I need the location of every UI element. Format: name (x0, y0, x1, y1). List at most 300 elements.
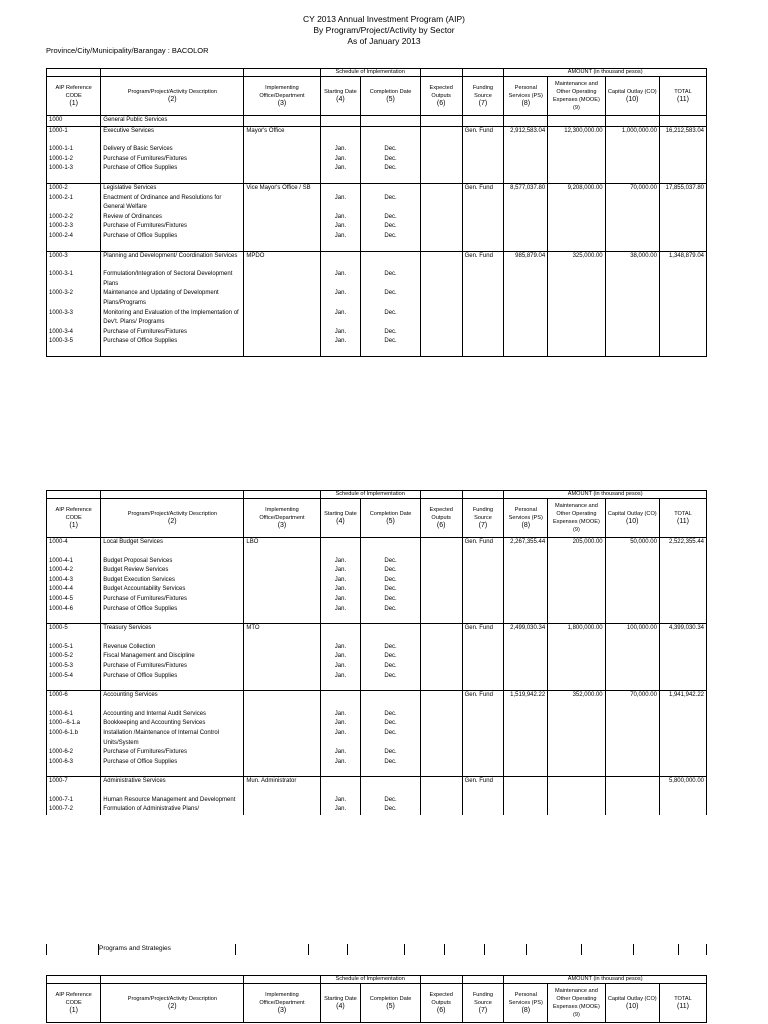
table-row (47, 652, 707, 662)
cell-total (659, 652, 706, 662)
col-total-header-label: TOTAL (674, 89, 692, 95)
cell-co (605, 145, 659, 155)
cell-start (320, 624, 361, 634)
cell-office (244, 164, 320, 174)
cell-desc: Revenue Collection (101, 643, 244, 653)
col-start-header-label: Starting Date (324, 511, 357, 517)
cell-fund: Gen. Fund (462, 624, 504, 634)
cell-outputs (420, 270, 462, 289)
strip-divider (706, 944, 707, 955)
cell-code: 1000-4-4 (47, 585, 101, 595)
cell-total: 1,941,942.22 (659, 691, 706, 701)
cell-start: Jan. (320, 164, 361, 174)
cell-co (605, 328, 659, 338)
document-header (0, 14, 768, 47)
cell-total (659, 796, 706, 806)
col-end-header-label: Completion Date (369, 89, 412, 95)
cell-desc: Purchase of Furnitures/Fixtures (101, 222, 244, 232)
cell-mooe (548, 289, 605, 308)
cell-start: Jan. (320, 672, 361, 682)
cell-outputs (420, 309, 462, 328)
cell-outputs (420, 805, 462, 815)
cell-ps (504, 662, 548, 672)
table-row (47, 710, 707, 720)
cell-fund: Gen. Fund (462, 538, 504, 548)
cell-ps (504, 289, 548, 308)
col-desc-header-label: Program/Project/Activity Description (127, 89, 217, 95)
table-row (47, 557, 707, 567)
cell-fund (462, 805, 504, 815)
cell-start: Jan. (320, 719, 361, 729)
cell-outputs (420, 729, 462, 748)
cell-co: 100,000.00 (605, 624, 659, 634)
cell-end: Dec. (361, 643, 421, 653)
cell-code: 1000-4-5 (47, 595, 101, 605)
cell-co (605, 796, 659, 806)
cell-end: Dec. (361, 758, 421, 768)
cell-co: 1,000,000.00 (605, 126, 659, 136)
cell-total (659, 576, 706, 586)
col-office-header (244, 984, 320, 1023)
cell-outputs (420, 719, 462, 729)
table-row (47, 213, 707, 223)
cell-desc: Local Budget Services (101, 538, 244, 548)
cell-total (659, 672, 706, 682)
cell-office (244, 213, 320, 223)
col-office-header (244, 77, 320, 116)
cell-office (244, 643, 320, 653)
col-end-header (361, 499, 421, 538)
cell-total (659, 605, 706, 615)
col-code-header (47, 499, 101, 538)
cell-fund (462, 164, 504, 174)
strip-divider (308, 944, 309, 955)
cell-office (244, 116, 320, 127)
cell-mooe (548, 164, 605, 174)
cell-code: 1000-7-2 (47, 805, 101, 815)
cell-code: 1000-5-1 (47, 643, 101, 653)
cell-outputs (420, 155, 462, 165)
cell-end: Dec. (361, 672, 421, 682)
cell-total (659, 328, 706, 338)
cell-start: Jan. (320, 710, 361, 720)
col-desc-header-number: (2) (168, 1003, 177, 1010)
aip-table-1 (46, 68, 707, 357)
cell-start: Jan. (320, 805, 361, 815)
cell-start: Jan. (320, 557, 361, 567)
cell-mooe: 12,300,000.00 (548, 126, 605, 136)
cell-office (244, 337, 320, 347)
cell-start: Jan. (320, 270, 361, 289)
schedule-header: Schedule of Implementation (320, 69, 420, 77)
col-outputs-header-label: Expected Outputs (429, 507, 453, 521)
cell-total: 5,800,000.00 (659, 777, 706, 787)
cell-code: 1000-3-3 (47, 309, 101, 328)
cell-office (244, 595, 320, 605)
table-row (47, 729, 707, 748)
table-row (47, 691, 707, 701)
cell-office (244, 576, 320, 586)
col-fund-header-label: Funding Source (472, 992, 494, 1006)
province-label: Province/City/Municipality/Barangay : BACOLOR (46, 46, 209, 55)
cell-ps (504, 777, 548, 787)
cell-fund (462, 576, 504, 586)
table-row (47, 145, 707, 155)
col-desc-header-label: Program/Project/Activity Description (127, 996, 217, 1002)
cell-co (605, 605, 659, 615)
cell-co: 38,000.00 (605, 251, 659, 261)
strip-divider (444, 944, 445, 955)
col-end-header-number: (5) (386, 1003, 395, 1010)
col-start-header (320, 499, 361, 538)
cell-start (320, 183, 361, 193)
cell-office (244, 719, 320, 729)
cell-mooe (548, 672, 605, 682)
cell-desc: Purchase of Furnitures/Fixtures (101, 328, 244, 338)
cell-ps (504, 672, 548, 682)
table-row (47, 566, 707, 576)
cell-end: Dec. (361, 566, 421, 576)
amount-header: AMOUNT (in thousand pesos) (504, 976, 707, 984)
cell-start: Jan. (320, 748, 361, 758)
spacer-row (47, 347, 707, 356)
cell-end (361, 126, 421, 136)
cell-ps (504, 270, 548, 289)
cell-mooe: 352,000.00 (548, 691, 605, 701)
col-outputs-header-label: Expected Outputs (429, 85, 453, 99)
cell-mooe (548, 662, 605, 672)
cell-end: Dec. (361, 155, 421, 165)
strip-divider (678, 944, 679, 955)
cell-total (659, 155, 706, 165)
cell-outputs (420, 748, 462, 758)
cell-mooe (548, 652, 605, 662)
col-fund-header-label: Funding Source (472, 507, 494, 521)
cell-office: Mun. Administrator (244, 777, 320, 787)
col-start-header (320, 984, 361, 1023)
cell-fund (462, 643, 504, 653)
cell-fund (462, 748, 504, 758)
cell-outputs (420, 232, 462, 242)
cell-outputs (420, 289, 462, 308)
cell-outputs (420, 337, 462, 347)
document-subtitle: By Program/Project/Activity by Sector (313, 25, 455, 35)
cell-total (659, 232, 706, 242)
cell-fund (462, 605, 504, 615)
col-outputs-header-number: (6) (436, 100, 446, 107)
cell-total (659, 116, 706, 127)
cell-desc: Delivery of Basic Services (101, 145, 244, 155)
col-total-header-number: (11) (676, 518, 689, 525)
cell-office (244, 652, 320, 662)
cell-desc: Fiscal Management and Discipline (101, 652, 244, 662)
cell-desc: Purchase of Furnitures/Fixtures (101, 748, 244, 758)
cell-outputs (420, 595, 462, 605)
col-ps-header (504, 984, 548, 1023)
col-fund-header (462, 984, 504, 1023)
col-outputs-header-number: (6) (436, 522, 446, 529)
cell-office (244, 710, 320, 720)
cell-outputs (420, 538, 462, 548)
col-end-header-number: (5) (386, 96, 395, 103)
col-code-header (47, 77, 101, 116)
cell-ps (504, 748, 548, 758)
cell-start: Jan. (320, 145, 361, 155)
cell-desc: Planning and Development/ Coordination Services (101, 251, 244, 261)
cell-office (244, 662, 320, 672)
cell-ps: 8,577,037.80 (504, 183, 548, 193)
cell-start: Jan. (320, 566, 361, 576)
col-mooe-header-label: Maintenance and Other Operating Expenses (MOOE) (9) (552, 503, 600, 533)
col-co-header-number: (10) (626, 1003, 639, 1010)
cell-start: Jan. (320, 585, 361, 595)
cell-total (659, 719, 706, 729)
cell-mooe (548, 155, 605, 165)
cell-end (361, 538, 421, 548)
col-co-header-label: Capital Outlay (CO) (607, 511, 657, 517)
cell-desc: Review of Ordinances (101, 213, 244, 223)
cell-fund (462, 155, 504, 165)
col-end-header (361, 984, 421, 1023)
cell-start (320, 691, 361, 701)
cell-co (605, 337, 659, 347)
cell-ps (504, 605, 548, 615)
cell-ps (504, 557, 548, 567)
cell-outputs (420, 652, 462, 662)
table-row (47, 805, 707, 815)
cell-end (361, 251, 421, 261)
cell-office (244, 758, 320, 768)
strip-divider (347, 944, 348, 955)
cell-start: Jan. (320, 652, 361, 662)
cell-total (659, 194, 706, 213)
cell-code: 1000-4-6 (47, 605, 101, 615)
cell-fund (462, 729, 504, 748)
cell-outputs (420, 796, 462, 806)
cell-fund (462, 595, 504, 605)
cell-mooe (548, 557, 605, 567)
cell-code: 1000-4-2 (47, 566, 101, 576)
table-row (47, 605, 707, 615)
cell-outputs (420, 777, 462, 787)
cell-fund (462, 710, 504, 720)
col-end-header-number: (5) (386, 518, 395, 525)
col-outputs-header-number: (6) (436, 1007, 446, 1014)
cell-co: 70,000.00 (605, 691, 659, 701)
cell-co (605, 557, 659, 567)
cell-code: 1000-3-2 (47, 289, 101, 308)
cell-end: Dec. (361, 309, 421, 328)
cell-desc: Formulation of Administrative Plans/ (101, 805, 244, 815)
table-row (47, 337, 707, 347)
cell-desc: Purchase of Office Supplies (101, 758, 244, 768)
table-row (47, 309, 707, 328)
cell-outputs (420, 643, 462, 653)
cell-mooe (548, 595, 605, 605)
spacer-row (47, 787, 707, 796)
cell-total (659, 805, 706, 815)
table-row (47, 643, 707, 653)
cell-ps (504, 164, 548, 174)
cell-co (605, 719, 659, 729)
strip-divider (581, 944, 582, 955)
cell-code: 1000-2 (47, 183, 101, 193)
schedule-header: Schedule of Implementation (320, 491, 420, 499)
cell-ps (504, 796, 548, 806)
cell-co (605, 595, 659, 605)
col-co-header-label: Capital Outlay (CO) (607, 89, 657, 95)
col-end-header (361, 77, 421, 116)
cell-desc: Monitoring and Evaluation of the Implementation of Dev't. Plans/ Programs (101, 309, 244, 328)
cell-outputs (420, 605, 462, 615)
spacer-row (47, 767, 707, 777)
col-fund-header-number: (7) (478, 1007, 488, 1014)
cell-code: 1000-1-2 (47, 155, 101, 165)
cell-mooe (548, 270, 605, 289)
cell-co (605, 777, 659, 787)
table-row (47, 183, 707, 193)
cell-total (659, 595, 706, 605)
cell-end: Dec. (361, 289, 421, 308)
cell-co (605, 116, 659, 127)
cell-fund (462, 145, 504, 155)
cell-fund (462, 270, 504, 289)
cell-fund (462, 557, 504, 567)
cell-fund (462, 672, 504, 682)
cell-total (659, 337, 706, 347)
cell-mooe: 325,000.00 (548, 251, 605, 261)
cell-outputs (420, 672, 462, 682)
col-ps-header (504, 77, 548, 116)
col-code-header-label: AIP Reference CODE (55, 992, 92, 1006)
cell-office (244, 729, 320, 748)
cell-start (320, 251, 361, 261)
cell-desc: Bookkeeping and Accounting Services (101, 719, 244, 729)
cell-ps (504, 309, 548, 328)
cell-desc: Executive Services (101, 126, 244, 136)
cell-code: 1000-7-1 (47, 796, 101, 806)
cell-desc: Budget Execution Services (101, 576, 244, 586)
cell-start: Jan. (320, 662, 361, 672)
cell-mooe (548, 605, 605, 615)
cell-office: LBO (244, 538, 320, 548)
cell-co (605, 164, 659, 174)
cell-desc: Human Resource Management and Development (101, 796, 244, 806)
cell-ps (504, 805, 548, 815)
col-desc-header (101, 499, 244, 538)
cell-total (659, 729, 706, 748)
cell-ps (504, 643, 548, 653)
col-co-header-number: (10) (626, 518, 639, 525)
col-code-header-number: (1) (69, 1007, 78, 1014)
cell-ps (504, 328, 548, 338)
col-code-header-label: AIP Reference CODE (55, 85, 92, 99)
cell-start (320, 126, 361, 136)
col-office-header-label: Implementing Office/Department (259, 992, 305, 1006)
cell-outputs (420, 116, 462, 127)
col-co-header-number: (10) (626, 96, 639, 103)
cell-code: 1000 (47, 116, 101, 127)
cell-code: 1000-1-3 (47, 164, 101, 174)
cell-mooe (548, 796, 605, 806)
col-start-header-number: (4) (336, 96, 345, 103)
cell-outputs (420, 213, 462, 223)
col-co-header-label: Capital Outlay (CO) (607, 996, 657, 1002)
cell-mooe (548, 213, 605, 223)
cell-ps (504, 145, 548, 155)
cell-total (659, 643, 706, 653)
cell-co: 70,000.00 (605, 183, 659, 193)
spacer-row (47, 681, 707, 691)
cell-office (244, 194, 320, 213)
amount-header: AMOUNT (in thousand pesos) (504, 491, 707, 499)
cell-fund: Gen. Fund (462, 691, 504, 701)
cell-ps (504, 116, 548, 127)
table-row (47, 576, 707, 586)
cell-start: Jan. (320, 309, 361, 328)
cell-end: Dec. (361, 222, 421, 232)
cell-outputs (420, 557, 462, 567)
cell-outputs (420, 691, 462, 701)
cell-co (605, 758, 659, 768)
cell-co (605, 194, 659, 213)
cell-desc: Purchase of Office Supplies (101, 605, 244, 615)
spacer-row (47, 242, 707, 252)
cell-office (244, 232, 320, 242)
cell-total (659, 164, 706, 174)
col-code-header-number: (1) (69, 100, 78, 107)
table-row (47, 222, 707, 232)
cell-office: Mayor's Office (244, 126, 320, 136)
spacer-row (47, 136, 707, 145)
col-mooe-header-label: Maintenance and Other Operating Expenses (MOOE) (9) (552, 988, 600, 1018)
cell-code: 1000-1 (47, 126, 101, 136)
cell-co (605, 155, 659, 165)
cell-end: Dec. (361, 595, 421, 605)
cell-outputs (420, 145, 462, 155)
cell-office (244, 155, 320, 165)
col-office-header (244, 499, 320, 538)
cell-mooe (548, 729, 605, 748)
cell-total (659, 213, 706, 223)
cell-code: 1000-5-4 (47, 672, 101, 682)
cell-fund (462, 289, 504, 308)
cell-end: Dec. (361, 662, 421, 672)
cell-desc: Purchase of Office Supplies (101, 232, 244, 242)
cell-code: 1000-6-1.b (47, 729, 101, 748)
cell-outputs (420, 251, 462, 261)
col-total-header-label: TOTAL (674, 511, 692, 517)
cell-co (605, 748, 659, 758)
cell-end (361, 116, 421, 127)
cell-mooe (548, 222, 605, 232)
cell-code: 1000-4-1 (47, 557, 101, 567)
cell-desc: Purchase of Furnitures/Fixtures (101, 595, 244, 605)
cell-co (605, 729, 659, 748)
cell-mooe (548, 748, 605, 758)
cell-mooe (548, 309, 605, 328)
cell-total: 17,855,037.80 (659, 183, 706, 193)
cell-total (659, 710, 706, 720)
cell-end: Dec. (361, 585, 421, 595)
aip-table-2 (46, 490, 707, 815)
cell-mooe (548, 145, 605, 155)
col-mooe-header (548, 77, 605, 116)
cell-start: Jan. (320, 758, 361, 768)
cell-office (244, 585, 320, 595)
cell-fund (462, 222, 504, 232)
col-desc-header (101, 984, 244, 1023)
